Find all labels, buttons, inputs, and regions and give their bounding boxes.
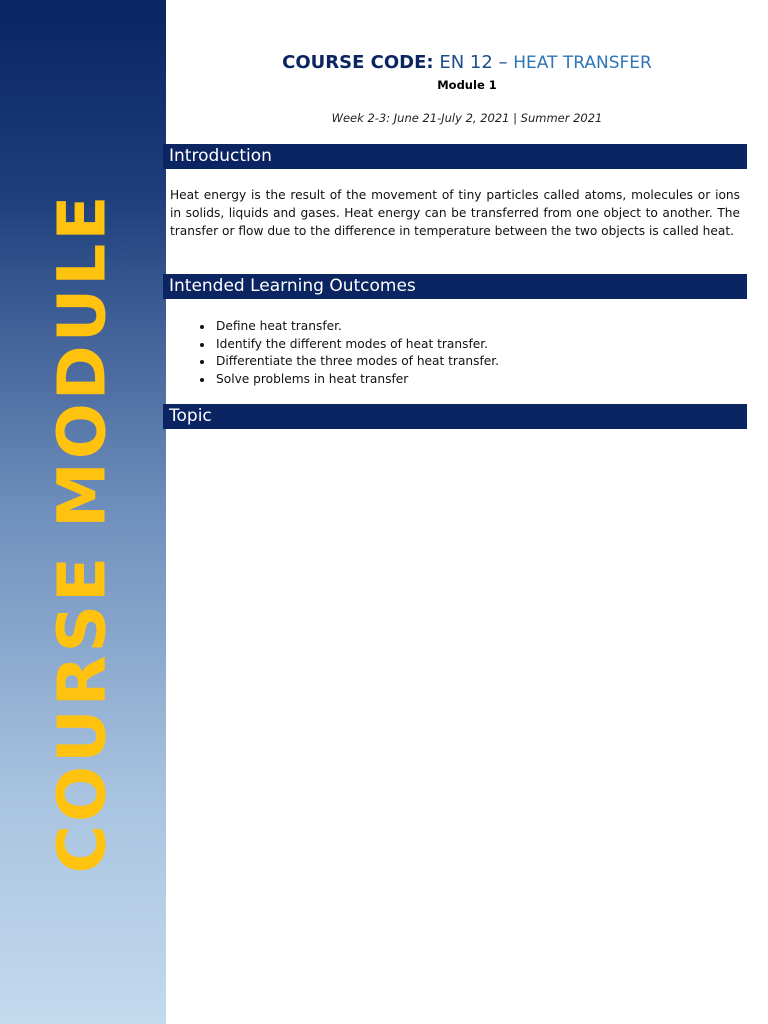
sidebar-title: COURSE MODULE bbox=[43, 192, 121, 874]
week-schedule: Week 2-3: June 21-July 2, 2021 | Summer 2021 bbox=[331, 111, 603, 125]
introduction-body: Heat energy is the result of the movement of tiny particles called atoms, molecules or ions in solids, liquids and gases. Heat energy can be transferred from one object to another. The transfer or flow due to the difference in temperature between the two objects is called heat. bbox=[170, 188, 740, 238]
topic-heading: Topic bbox=[163, 404, 747, 429]
learning-outcomes-heading: Intended Learning Outcomes bbox=[163, 274, 747, 299]
list-item: • Identify the different modes of heat transfer. bbox=[214, 336, 754, 354]
introduction-heading: Introduction bbox=[163, 144, 747, 169]
list-item: • Differentiate the three modes of heat transfer. bbox=[214, 353, 754, 371]
course-code: EN 12 – bbox=[439, 52, 508, 73]
sidebar-banner bbox=[0, 0, 166, 1024]
course-code-heading bbox=[166, 52, 768, 73]
course-title: HEAT TRANSFER bbox=[513, 53, 652, 73]
list-item: • Solve problems in heat transfer bbox=[214, 371, 754, 389]
learning-outcomes-list bbox=[196, 318, 754, 388]
list-item: • Define heat transfer. bbox=[214, 318, 754, 336]
course-code-label: COURSE CODE: bbox=[282, 52, 434, 73]
module-label: Module 1 bbox=[437, 78, 497, 92]
